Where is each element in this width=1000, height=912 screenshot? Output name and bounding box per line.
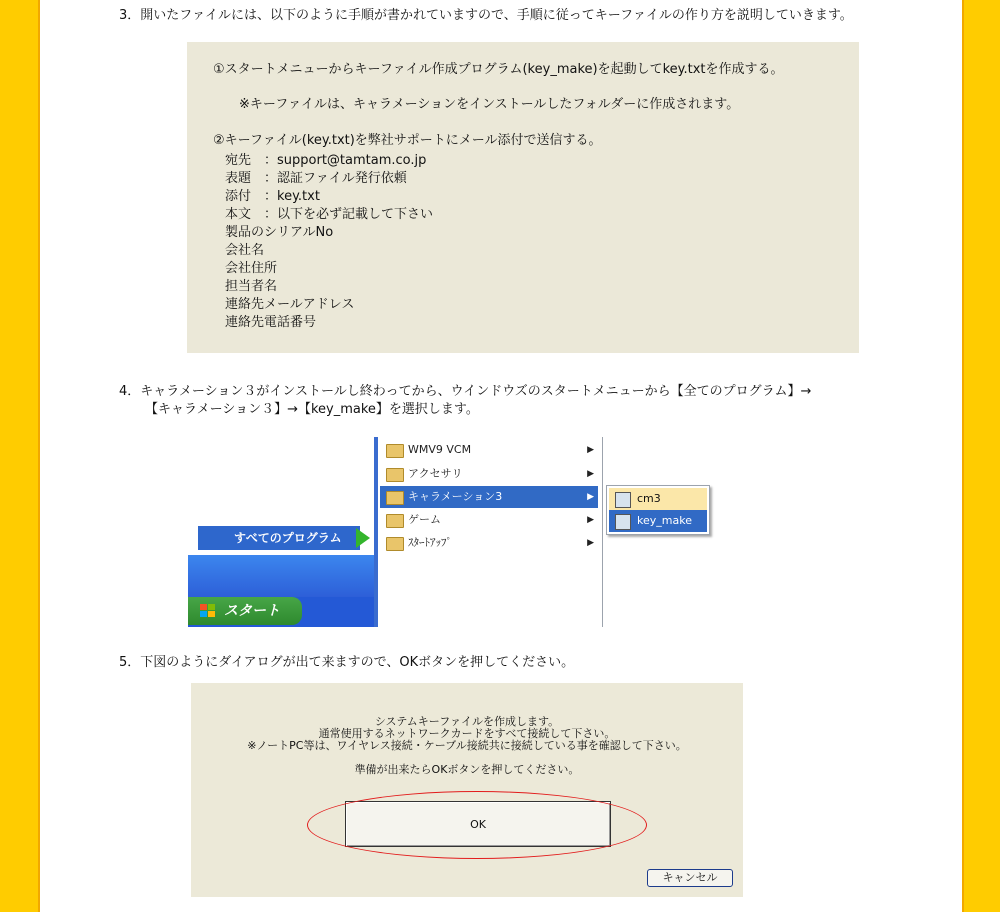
instruction-2: ②キーファイル(key.txt)を弊社サポートにメール添付で送信する。 (213, 133, 602, 148)
menu-item-label: WMV9 VCM (408, 443, 472, 456)
dialog-line-1: システムキーファイルを作成します。 (374, 715, 560, 728)
step3-text: 3．開いたファイルには、以下のように手順が書かれていますので、手順に従ってキーファイルの作り方を説明していきます。 (119, 8, 853, 23)
req-company: 会社名 (225, 243, 265, 258)
app-icon (615, 492, 631, 508)
mail-subject: 表題 ：認証ファイル発行依頼 (225, 171, 407, 186)
menu-item-label: ゲーム (408, 513, 441, 526)
menu-item-accessories[interactable] (380, 463, 598, 485)
req-address: 会社住所 (225, 261, 278, 276)
ok-button[interactable]: OK (345, 801, 611, 847)
instructions-box (187, 42, 859, 353)
instruction-1: ①スタートメニューからキーファイル作成プログラム(key_make)を起動してkey.txtを作成する。 (213, 62, 784, 77)
req-person: 担当者名 (225, 279, 278, 294)
cancel-button[interactable]: キャンセル (647, 869, 733, 887)
mail-attachment: 添付 ：key.txt (225, 189, 320, 204)
submenu-item-key-make[interactable] (609, 510, 707, 532)
all-programs-button[interactable]: すべてのプログラム (198, 526, 360, 550)
submenu-arrow-icon: ▶ (587, 445, 594, 455)
menu-item-label: キャラメーション3 (408, 490, 503, 503)
folder-icon (386, 514, 404, 528)
folder-icon (386, 537, 404, 551)
start-menu-screenshot (188, 437, 692, 627)
submenu-arrow-icon: ▶ (587, 538, 594, 548)
submenu-arrow-icon: ▶ (587, 492, 594, 502)
step5-text: 5．下図のようにダイアログが出て来ますので、OKボタンを押してください。 (119, 655, 575, 670)
menu-item-games[interactable] (380, 509, 598, 531)
app-icon (615, 514, 631, 530)
menu-item-label: ｽﾀｰﾄｱｯﾌﾟ (408, 536, 452, 549)
dialog-line-3: ※ノートPC等は、ワイヤレス接続・ケーブル接続共に接続している事を確認して下さい。 (247, 739, 687, 752)
req-serial: 製品のシリアルNo (225, 225, 334, 240)
menu-item-charamation3[interactable] (380, 486, 598, 508)
menu-item-label: アクセサリ (408, 467, 463, 480)
mail-body: 本文 ：以下を必ず記載して下さい (225, 207, 434, 222)
right-yellow-border (962, 0, 1000, 912)
programs-menu (378, 437, 603, 627)
step4-line2: 【キャラメーション３】→【key_make】を選択します。 (145, 402, 479, 417)
dialog-line-4: 準備が出来たらOKボタンを押してください。 (354, 763, 580, 776)
folder-icon (386, 491, 404, 505)
submenu-item-label: cm3 (637, 492, 661, 505)
charamation-submenu (606, 485, 710, 535)
submenu-item-cm3[interactable] (609, 488, 707, 510)
menu-item-startup[interactable] (380, 532, 598, 554)
dialog-line-2: 通常使用するネットワークカードをすべて接続して下さい。 (318, 727, 616, 740)
highlight-ellipse (307, 791, 647, 859)
submenu-arrow-icon: ▶ (587, 469, 594, 479)
start-button[interactable]: スタート (188, 597, 302, 625)
req-email: 連絡先メールアドレス (225, 297, 355, 312)
instruction-note: ※キーファイルは、キャラメーションをインストールしたフォルダーに作成されます。 (239, 97, 740, 112)
folder-icon (386, 444, 404, 458)
start-menu-footer (188, 555, 374, 597)
left-yellow-border (0, 0, 40, 912)
folder-icon (386, 468, 404, 482)
mail-to: 宛先 ：support@tamtam.co.jp (225, 153, 427, 168)
key-file-dialog (191, 683, 743, 897)
green-arrow-icon (356, 528, 370, 548)
step4-line1: 4．キャラメーション３がインストールし終わってから、ウインドウズのスタートメニューから【全てのプログラム】→ (119, 384, 812, 399)
submenu-arrow-icon: ▶ (587, 515, 594, 525)
submenu-item-label: key_make (637, 514, 692, 527)
menu-item-wmv9[interactable] (380, 439, 598, 461)
req-phone: 連絡先電話番号 (225, 315, 317, 330)
windows-flag-icon (200, 604, 216, 618)
